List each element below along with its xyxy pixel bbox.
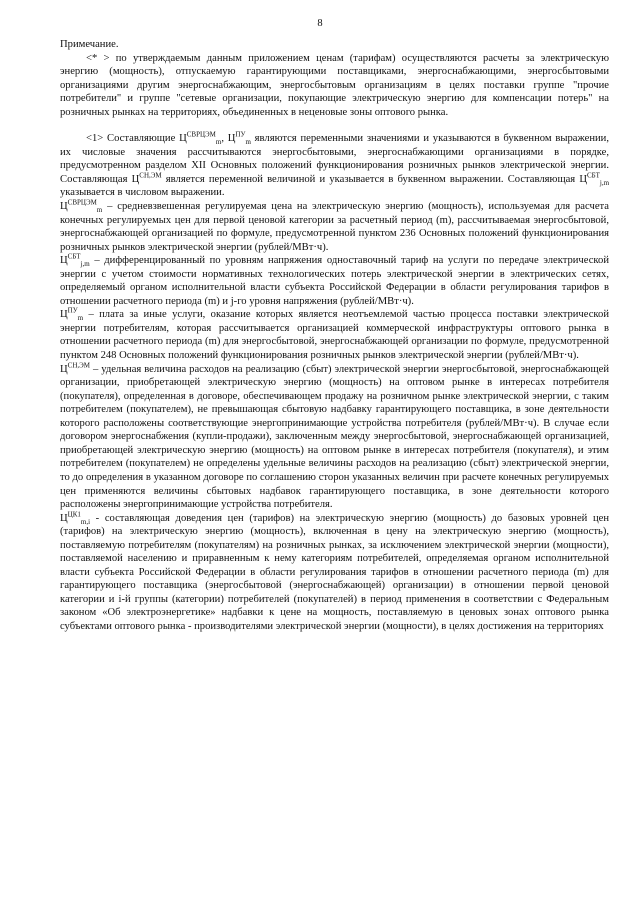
definition-sbt: $Ц^{СБТ}_{j,m}$ – дифференцированный по уровням напряжения одноставочный тариф на услуги по передаче электрической энергии с учетом стоимости нормативных технологических потерь электрической энергии в электрических сетях, определяемый органом исполнительной власти субъекта Российской Федерации в области регулирования тарифов в отношении расчетного периода (m) и j-го уровня напряжения (рублей/МВт·ч). bbox=[60, 252, 609, 307]
symbol-c-sbt: $Ц^{СБТ}_{j,m}$ bbox=[579, 171, 610, 188]
note-paragraph: <* > по утверждаемым данным приложением ценам (тарифам) осуществляются расчеты за электрическую энергию (мощность), отпускаемую гарантирующими поставщиками, энергоснабжающими, энергосбытовыми организациями другим энергоснабжающим, энергосбытовым организациям в целях поставки группе "прочие потребители" и группе "сетевые организации, покупающие электрическую энергию для компенсации потерь" на розничных рынках на территориях, объединенных в неценовые зоны оптового рынка. bbox=[60, 52, 609, 118]
symbol-c-svrcem: $Ц^{СВРЦЭМ}_m$ bbox=[60, 198, 103, 215]
symbol-c-pu: $Ц^{ПУ}_m$ bbox=[227, 130, 251, 147]
page-number: 8 bbox=[317, 18, 323, 29]
symbol-c-sbt: $Ц^{СБТ}_{j,m}$ bbox=[60, 252, 90, 269]
note-heading: Примечание. bbox=[60, 39, 119, 50]
symbol-c-sn-em: $Ц^{СН,ЭМ}$ bbox=[60, 361, 90, 375]
footnote-marker: <1> bbox=[86, 133, 104, 145]
definition-ck1: $Ц^{ЦК1}_{m,i}$ - составляющая доведения цен (тарифов) на электрическую энергию (мощность) до базовых уровней цен (тарифов) на электрическую энергию (мощность), включенная в цену на электрическую энергию (мощность), поставляемую потребителям (покупателям) на розничных рынках, за исключением электрической энергии (мощности), поставляемой населению и приравненным к нему категориям потребителей, определяемая органом исполнительной власти субъекта Российской Федерации в области регулирования тарифов в отношении расчетного периода (m) для гарантирующего поставщика (энергосбытовой (энергоснабжающей) организации) в отношении первой ценовой категории и i-й группы (категории) потребителей (покупателей) в период применения в соответствии с Федеральным законом «Об электроэнергетике» надбавки к цене на мощность, поставляемую в ценовых зонах оптового рынка субъектами оптового рынка - производителями электрической энергии (мощности), в целях достижения на территориях bbox=[60, 510, 609, 632]
symbol-c-ck1: $Ц^{ЦК1}_{m,i}$ bbox=[60, 510, 91, 526]
symbol-c-svrcem: $Ц^{СВРЦЭМ}_m$ bbox=[179, 130, 222, 147]
definition-svrcem: $Ц^{СВРЦЭМ}_m$ – средневзвешенная регулируемая цена на электрическую энергию (мощность), используемая для расчета конечных регулируемых цен для первой ценовой категории за расчетный период (m), рассчитываемая энергосбытовой, энергоснабжающей организацией по формуле, предусмотренной пунктом 236 Основных положений функционирования розничных рынков электрической энергии (рублей/МВт·ч). bbox=[60, 198, 609, 253]
definition-sn-em: $Ц^{СН,ЭМ}$ – удельная величина расходов на реализацию (сбыт) электрической энергии энергосбытовой, энергоснабжающей организации, приобретающей электрическую энергию (мощность) на оптовом рынке в интересах потребителя (покупателя), определенная в договоре, обеспечивающем продажу на розничном рынке электрической энергии, с таким потребителем (покупателем), не превышающая сбытовую надбавку гарантирующего поставщика, в зоне деятельности которого расположены соответствующие энергопринимающие устройства потребителя (рублей/МВт·ч). В случае если договором энергоснабжения (купли-продажи), заключенным между энергосбытовой, энергоснабжающей организацией, приобретающей электрическую энергию (мощность) на оптовом рынке в интересах потребителя (покупателя), и этим потребителем (покупателем) не определены удельные величины расходов на реализацию (сбыт) электрической энергии, то до определения в указанном договоре по соглашению сторон указанных величин при расчете конечных регулируемых цен применяются величины сбытовых надбавок гарантирующего поставщика, в зоне деятельности которого расположены энергопринимающие устройства потребителя. bbox=[60, 361, 609, 511]
spacer bbox=[60, 119, 609, 132]
definition-pu: $Ц^{ПУ}_m$ – плата за иные услуги, оказание которых является неотъемлемой частью процесса поставки электрической энергии потребителям, которая рассчитывается организацией коммерческой инфраструктуры оптового рынка в отношении расчетного периода (m) для энергосбытовой, энергоснабжающей организации по формуле, предусмотренной пунктом 248 Основных положений функционирования розничных рынков электрической энергии (рублей/МВт·ч). bbox=[60, 306, 609, 362]
symbol-c-sn-em: $Ц^{СН,ЭМ}$ bbox=[131, 171, 162, 185]
document-body bbox=[60, 38, 609, 634]
symbol-c-pu: $Ц^{ПУ}_m$ bbox=[60, 306, 84, 323]
footnote-1-paragraph: <1> Составляющие $Ц^{СВРЦЭМ}_m$, $Ц^{ПУ}_m$ являются переменными значениями и указываются в буквенном выражении, их числовые значения рассчитываются энергосбытовыми, энергоснабжающими организациями в порядке, предусмотренном разделом XII Основных положений функционирования розничных рынков электрической энергии. Составляющая $Ц^{СН,ЭМ}$ является переменной величиной и указывается в буквенном выражении. Составляющая $Ц^{СБТ}_{j,m}$ указывается в числовом выражении. bbox=[60, 130, 610, 199]
